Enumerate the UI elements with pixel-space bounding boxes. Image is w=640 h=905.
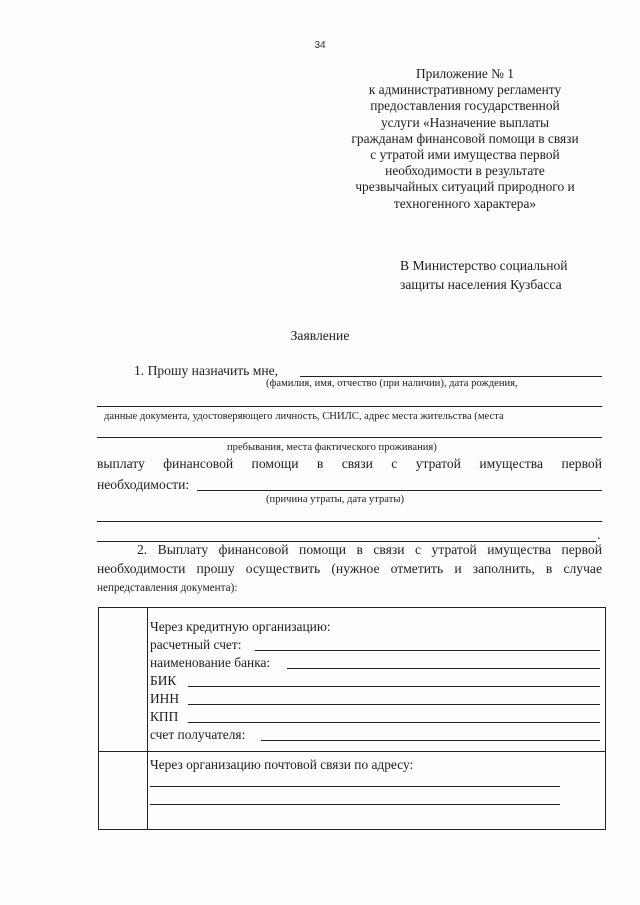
hint-reason: (причина утраты, дата утраты) [266,494,404,505]
appendix-line: к административному регламенту [368,82,562,98]
inn-label: ИНН [150,691,180,706]
bik-field-line[interactable] [188,686,600,687]
post-heading: Через организацию почтовой связи по адресу: [150,757,414,772]
necessity-label: необходимости: [97,477,190,492]
addressee-block [400,256,602,294]
request-label: 1. Прошу назначить мне, [134,363,279,378]
reason-field-line-2[interactable] [97,521,602,522]
post-address-line-2[interactable] [150,804,560,805]
payment-line: выплату финансовой помощи в связи с утратой имущества первой [97,456,602,471]
account-label: расчетный счет: [150,637,242,652]
applicant-field-line-2[interactable] [97,406,602,407]
credit-heading: Через кредитную организацию: [150,619,331,634]
section2-line-3: непредставления документа): [97,582,238,594]
document-title: Заявление [290,328,350,343]
post-checkbox-cell[interactable] [99,752,148,830]
addressee-line-1: В Министерство социальной [400,258,568,273]
inn-field-line[interactable] [188,704,600,705]
bank-name-label: наименование банка: [150,655,271,670]
page-number: 34 [314,40,326,51]
section2-line-1: 2. Выплату финансовой помощи в связи с утратой имущества первой [137,542,602,557]
kpp-label: КПП [150,709,179,724]
applicant-field-line-3[interactable] [97,437,602,438]
appendix-line: с утратой ими имущества первой [370,147,560,163]
hint-residence: пребывания, места фактического проживания) [227,442,437,453]
credit-option-cell [148,608,606,752]
appendix-line: необходимости в результате [385,163,545,179]
payment-options-table [98,607,606,830]
post-address-line-1[interactable] [150,786,560,787]
appendix-header [330,66,600,212]
addressee-line-2: защиты населения Кузбасса [400,277,562,292]
appendix-line: чрезвычайных ситуаций природного и [355,179,575,195]
bik-label: БИК [150,673,177,688]
credit-checkbox-cell[interactable] [99,608,148,752]
appendix-line: предоставления государственной [370,98,560,114]
appendix-line: техногенного характера» [393,195,537,211]
hint-person: (фамилия, имя, отчество (при наличии), дата рождения, [266,378,518,389]
reason-field-line[interactable] [197,490,602,491]
section2-line-2: необходимости прошу осуществить (нужное отметить и заполнить, в случае [97,561,602,576]
appendix-line: услуги «Назначение выплаты [380,114,550,130]
appendix-line: Приложение № 1 [415,66,515,81]
applicant-field-line[interactable] [300,376,602,377]
hint-document: данные документа, удостоверяющего личность, СНИЛС, адрес места жительства (места [104,411,504,422]
bank-name-field-line[interactable] [287,668,600,669]
account-field-line[interactable] [255,650,600,651]
recipient-account-field-line[interactable] [261,740,600,741]
recipient-account-label: счет получателя: [150,727,246,742]
end-dot: . [597,527,601,542]
post-option-cell [148,752,606,830]
appendix-line: гражданам финансовой помощи в связи [351,130,579,146]
kpp-field-line[interactable] [188,722,600,723]
